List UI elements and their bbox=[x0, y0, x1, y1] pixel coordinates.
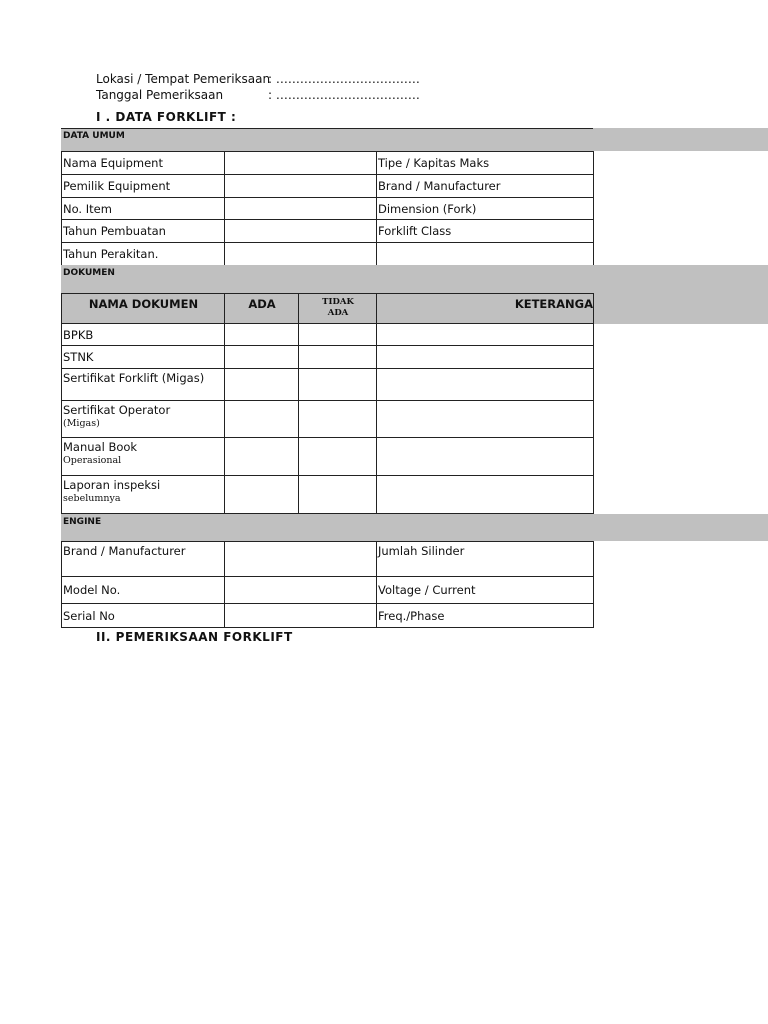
table-row bbox=[62, 152, 594, 175]
section-2-title: II. PEMERIKSAAN FORKLIFT bbox=[96, 630, 293, 644]
cell-label: Sertifikat Forklift (Migas) bbox=[62, 369, 225, 401]
data-umum-label: DATA UMUM bbox=[63, 131, 125, 141]
cell-label: Pemilik Equipment bbox=[62, 175, 225, 198]
table-row bbox=[62, 401, 594, 438]
cell-label-line1: Sertifikat Operator bbox=[63, 403, 171, 417]
cell-tidak-ada[interactable] bbox=[299, 438, 377, 476]
cell-keterangan[interactable] bbox=[377, 346, 594, 369]
cell-label: Dimension (Fork) bbox=[377, 198, 594, 220]
cell-value[interactable] bbox=[225, 175, 377, 198]
cell-label: Jumlah Silinder bbox=[377, 542, 594, 577]
lokasi-line bbox=[96, 72, 420, 86]
cell-label: Brand / Manufacturer bbox=[62, 542, 225, 577]
cell-keterangan[interactable] bbox=[377, 369, 594, 401]
cell-label bbox=[62, 401, 225, 438]
lokasi-value: : ……………………………… bbox=[268, 72, 420, 86]
cell-label: No. Item bbox=[62, 198, 225, 220]
dokumen-label: DOKUMEN bbox=[63, 268, 115, 278]
cell-ada[interactable] bbox=[225, 476, 299, 514]
section-1-title: I . DATA FORKLIFT : bbox=[96, 110, 237, 124]
cell-value[interactable] bbox=[225, 604, 377, 628]
cell-label-line2: sebelumnya bbox=[63, 493, 121, 504]
cell-tidak-ada[interactable] bbox=[299, 369, 377, 401]
cell-label-line2: (Migas) bbox=[63, 418, 100, 429]
dokumen-table bbox=[61, 293, 594, 514]
dokumen-band bbox=[61, 265, 768, 293]
data-umum-table bbox=[61, 151, 594, 266]
cell-label-line1: Laporan inspeksi bbox=[63, 478, 161, 492]
col-header-ada: ADA bbox=[225, 294, 299, 324]
col-header-nama-dokumen: NAMA DOKUMEN bbox=[62, 294, 225, 324]
engine-table bbox=[61, 541, 594, 628]
col-header-keterangan: KETERANGA bbox=[377, 294, 594, 324]
cell-label: Serial No bbox=[62, 604, 225, 628]
cell-label: Nama Equipment bbox=[62, 152, 225, 175]
cell-label: Tahun Pembuatan bbox=[62, 220, 225, 243]
cell-value[interactable] bbox=[225, 152, 377, 175]
table-row bbox=[62, 369, 594, 401]
dokumen-header-band-extension bbox=[593, 293, 768, 324]
table-row bbox=[62, 175, 594, 198]
table-row bbox=[62, 220, 594, 243]
cell-tidak-ada[interactable] bbox=[299, 346, 377, 369]
table-row bbox=[62, 324, 594, 346]
cell-value[interactable] bbox=[225, 542, 377, 577]
cell-value[interactable] bbox=[225, 243, 377, 266]
cell-tidak-ada[interactable] bbox=[299, 324, 377, 346]
cell-keterangan[interactable] bbox=[377, 401, 594, 438]
engine-band bbox=[61, 514, 768, 541]
table-row bbox=[62, 604, 594, 628]
cell-ada[interactable] bbox=[225, 369, 299, 401]
col-header-ada-2: ADA bbox=[327, 308, 349, 318]
table-row bbox=[62, 346, 594, 369]
cell-label: Model No. bbox=[62, 577, 225, 604]
cell-label: Brand / Manufacturer bbox=[377, 175, 594, 198]
cell-keterangan[interactable] bbox=[377, 438, 594, 476]
cell-label: Tahun Perakitan. bbox=[62, 243, 225, 266]
cell-ada[interactable] bbox=[225, 401, 299, 438]
tanggal-label: Tanggal Pemeriksaan bbox=[96, 88, 224, 102]
cell-value[interactable] bbox=[225, 198, 377, 220]
cell-ada[interactable] bbox=[225, 346, 299, 369]
tanggal-line bbox=[96, 88, 420, 102]
cell-label: STNK bbox=[62, 346, 225, 369]
table-row bbox=[62, 198, 594, 220]
table-row bbox=[62, 243, 594, 266]
col-header-tidak: TIDAK bbox=[322, 297, 354, 307]
cell-label-line2: Operasional bbox=[63, 455, 122, 466]
cell-value[interactable] bbox=[225, 220, 377, 243]
cell-tidak-ada[interactable] bbox=[299, 476, 377, 514]
cell-label: Tipe / Kapitas Maks bbox=[377, 152, 594, 175]
cell-label-line1: Manual Book bbox=[63, 440, 138, 454]
cell-label: Freq./Phase bbox=[377, 604, 594, 628]
cell-ada[interactable] bbox=[225, 438, 299, 476]
data-umum-band bbox=[61, 128, 768, 151]
cell-tidak-ada[interactable] bbox=[299, 401, 377, 438]
dokumen-header-row bbox=[62, 294, 594, 324]
cell-value[interactable] bbox=[225, 577, 377, 604]
engine-label: ENGINE bbox=[63, 517, 102, 527]
cell-label bbox=[62, 438, 225, 476]
cell-label: Forklift Class bbox=[377, 220, 594, 243]
cell-label bbox=[62, 476, 225, 514]
col-header-tidak-ada bbox=[299, 294, 377, 324]
table-row bbox=[62, 476, 594, 514]
table-row bbox=[62, 438, 594, 476]
cell-keterangan[interactable] bbox=[377, 324, 594, 346]
cell-label: Voltage / Current bbox=[377, 577, 594, 604]
cell-label: BPKB bbox=[62, 324, 225, 346]
tanggal-value: : ……………………………… bbox=[268, 88, 420, 102]
lokasi-label: Lokasi / Tempat Pemeriksaan bbox=[96, 72, 271, 86]
cell-label bbox=[377, 243, 594, 266]
cell-keterangan[interactable] bbox=[377, 476, 594, 514]
table-row bbox=[62, 542, 594, 577]
band-top-rule bbox=[61, 128, 593, 129]
table-row bbox=[62, 577, 594, 604]
cell-ada[interactable] bbox=[225, 324, 299, 346]
